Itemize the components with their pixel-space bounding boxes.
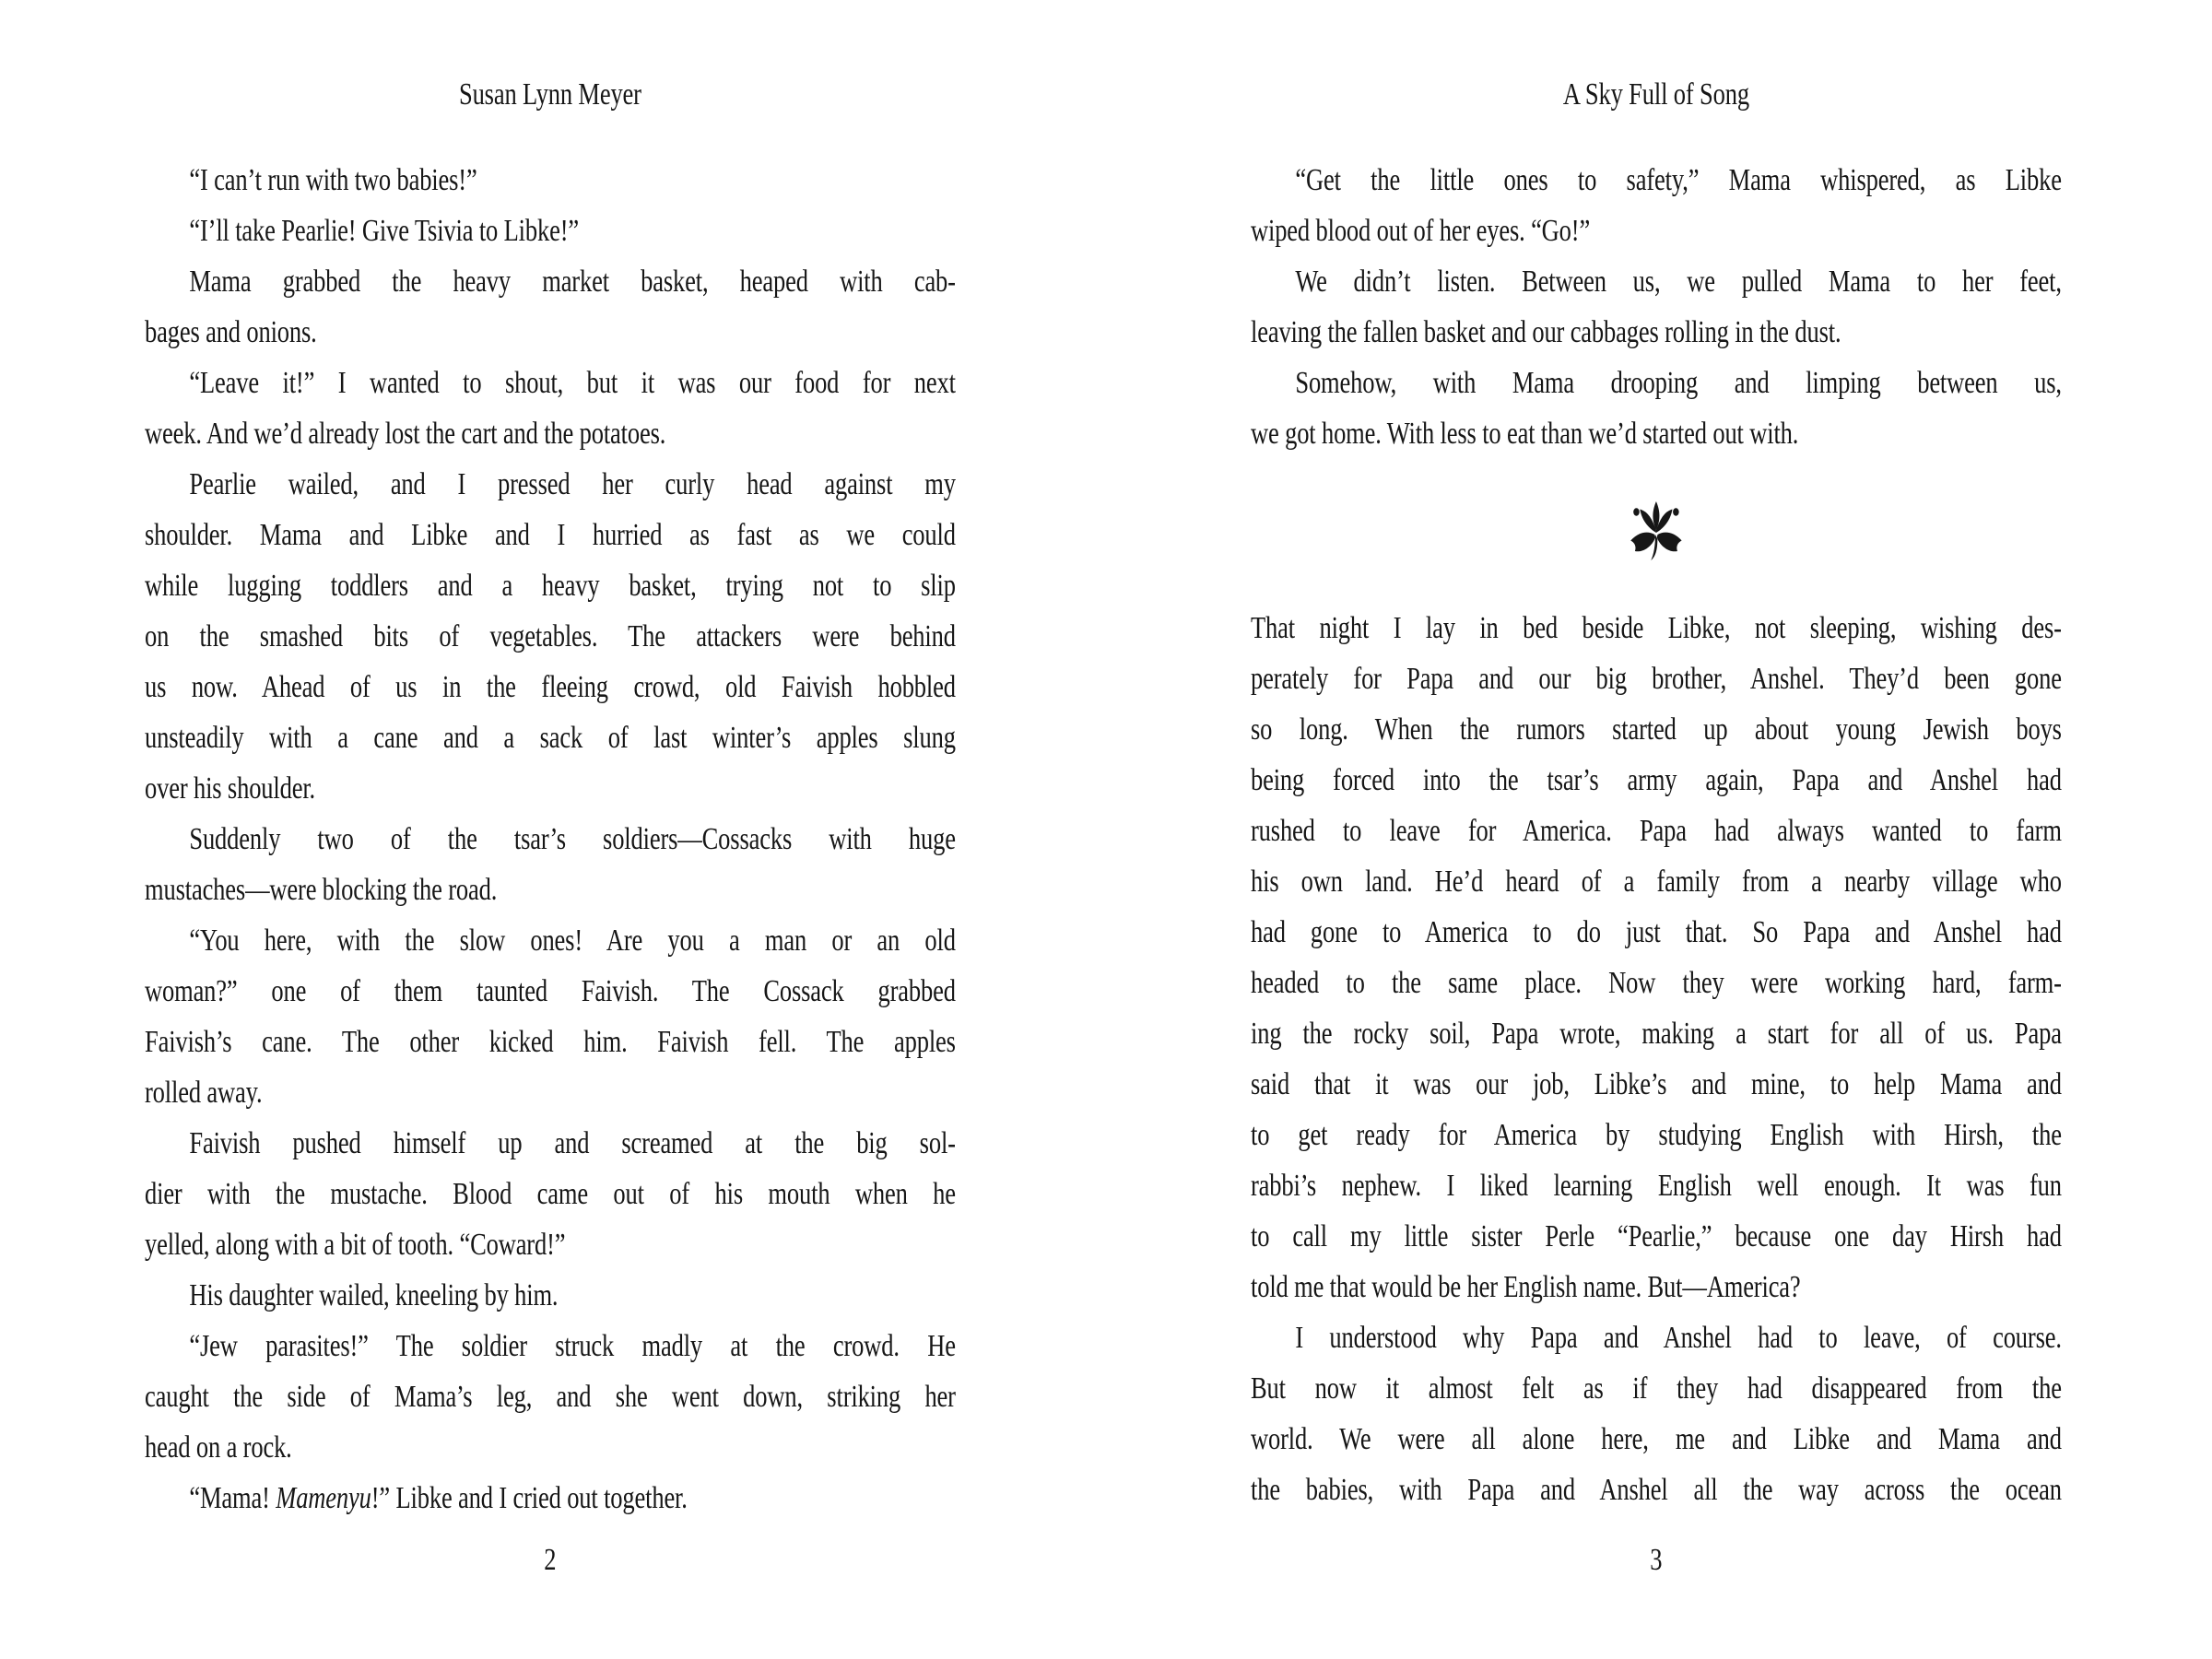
right-page-body-bottom xyxy=(1251,603,2062,1515)
body-line: “I can’t run with two babies!” xyxy=(189,163,477,197)
body-line: Mama grabbed the heavy market basket, heaped with cab- xyxy=(189,265,956,299)
body-line: we got home. With less to eat than we’d started out with. xyxy=(1251,417,1799,451)
running-header-author: Susan Lynn Meyer xyxy=(458,77,641,112)
body-line: leaving the fallen basket and our cabbages rolling in the dust. xyxy=(1251,315,1841,349)
body-line: “Jew parasites!” The soldier struck madly at the crowd. He xyxy=(189,1329,956,1363)
right-page xyxy=(1251,69,2062,1577)
body-line: woman?” one of them taunted Faivish. The Cossack grabbed xyxy=(145,974,956,1008)
body-line: to get ready for America by studying English with Hirsh, the xyxy=(1251,1118,2062,1152)
floral-ornament-icon xyxy=(1630,500,1683,561)
section-break-row xyxy=(1251,459,2062,603)
body-line: mustaches—were blocking the road. xyxy=(145,873,498,907)
body-line: head on a rock. xyxy=(145,1430,292,1465)
body-line: his own land. He’d heard of a family from a nearby village who xyxy=(1251,865,2062,899)
body-line: us now. Ahead of us in the fleeing crowd, old Faivish hobbled xyxy=(145,670,956,704)
left-page xyxy=(145,69,956,1577)
body-line: We didn’t listen. Between us, we pulled Mama to her feet, xyxy=(1295,265,2062,299)
body-line: Suddenly two of the tsar’s soldiers—Cossacks with huge xyxy=(189,822,956,856)
body-line: over his shoulder. xyxy=(145,771,316,806)
body-line: headed to the same place. Now they were working hard, farm- xyxy=(1251,966,2062,1000)
body-line: rushed to leave for America. Papa had always wanted to farm xyxy=(1251,814,2062,848)
body-line: told me that would be her English name. But—America? xyxy=(1251,1270,1801,1304)
body-line: Somehow, with Mama drooping and limping between us, xyxy=(1295,366,2062,400)
body-line: being forced into the tsar’s army again, Papa and Anshel had xyxy=(1251,763,2062,797)
body-line: while lugging toddlers and a heavy basket, trying not to slip xyxy=(145,569,956,603)
body-line: Faivish’s cane. The other kicked him. Faivish fell. The apples xyxy=(145,1025,956,1059)
body-line: But now it almost felt as if they had disappeared from the xyxy=(1251,1371,2062,1406)
folio-right: 3 xyxy=(1650,1543,1663,1577)
body-line: yelled, along with a bit of tooth. “Coward!” xyxy=(145,1228,566,1262)
body-line: “You here, with the slow ones! Are you a man or an old xyxy=(189,924,956,958)
body-line: dier with the mustache. Blood came out of his mouth when he xyxy=(145,1177,956,1211)
body-line: said that it was our job, Libke’s and mine, to help Mama and xyxy=(1251,1067,2062,1101)
body-line: unsteadily with a cane and a sack of last winter’s apples slung xyxy=(145,721,956,755)
header-gap xyxy=(145,120,956,155)
body-line: wiped blood out of her eyes. “Go!” xyxy=(1251,214,1591,248)
body-line: rolled away. xyxy=(145,1076,263,1110)
body-line: “Get the little ones to safety,” Mama whispered, as Libke xyxy=(1295,163,2062,197)
body-line: world. We were all alone here, me and Libke and Mama and xyxy=(1251,1422,2062,1456)
left-page-body xyxy=(145,155,956,1524)
body-line: Pearlie wailed, and I pressed her curly head against my xyxy=(189,467,956,501)
folio-left: 2 xyxy=(544,1543,557,1577)
body-line: ing the rocky soil, Papa wrote, making a start for all of us. Papa xyxy=(1251,1017,2062,1051)
body-line: bages and onions. xyxy=(145,315,317,349)
body-line: had gone to America to do just that. So Papa and Anshel had xyxy=(1251,915,2062,949)
body-line: I understood why Papa and Anshel had to leave, of course. xyxy=(1295,1321,2062,1355)
body-line: rabbi’s nephew. I liked learning English well enough. It was fun xyxy=(1251,1169,2062,1203)
body-line: “I’ll take Pearlie! Give Tsivia to Libke!” xyxy=(189,214,579,248)
body-line: week. And we’d already lost the cart and the potatoes. xyxy=(145,417,666,451)
body-line: shoulder. Mama and Libke and I hurried as fast as we could xyxy=(145,518,956,552)
body-line: His daughter wailed, kneeling by him. xyxy=(189,1278,559,1312)
header-gap xyxy=(1251,120,2062,155)
body-line: so long. When the rumors started up about young Jewish boys xyxy=(1251,712,2062,747)
body-line: to call my little sister Perle “Pearlie,” because one day Hirsh had xyxy=(1251,1219,2062,1253)
body-line: Faivish pushed himself up and screamed at the big sol- xyxy=(189,1126,956,1160)
right-page-body-top xyxy=(1251,155,2062,459)
running-header-title: A Sky Full of Song xyxy=(1562,77,1749,112)
body-line: the babies, with Papa and Anshel all the way across the ocean xyxy=(1251,1473,2062,1507)
body-line: That night I lay in bed beside Libke, not sleeping, wishing des- xyxy=(1251,611,2062,645)
body-line: on the smashed bits of vegetables. The attackers were behind xyxy=(145,619,956,653)
body-line: “Mama! Mamenyu!” Libke and I cried out together. xyxy=(189,1481,688,1515)
body-line: perately for Papa and our big brother, Anshel. They’d been gone xyxy=(1251,662,2062,696)
body-line: “Leave it!” I wanted to shout, but it was our food for next xyxy=(189,366,956,400)
body-line: caught the side of Mama’s leg, and she went down, striking her xyxy=(145,1380,956,1414)
